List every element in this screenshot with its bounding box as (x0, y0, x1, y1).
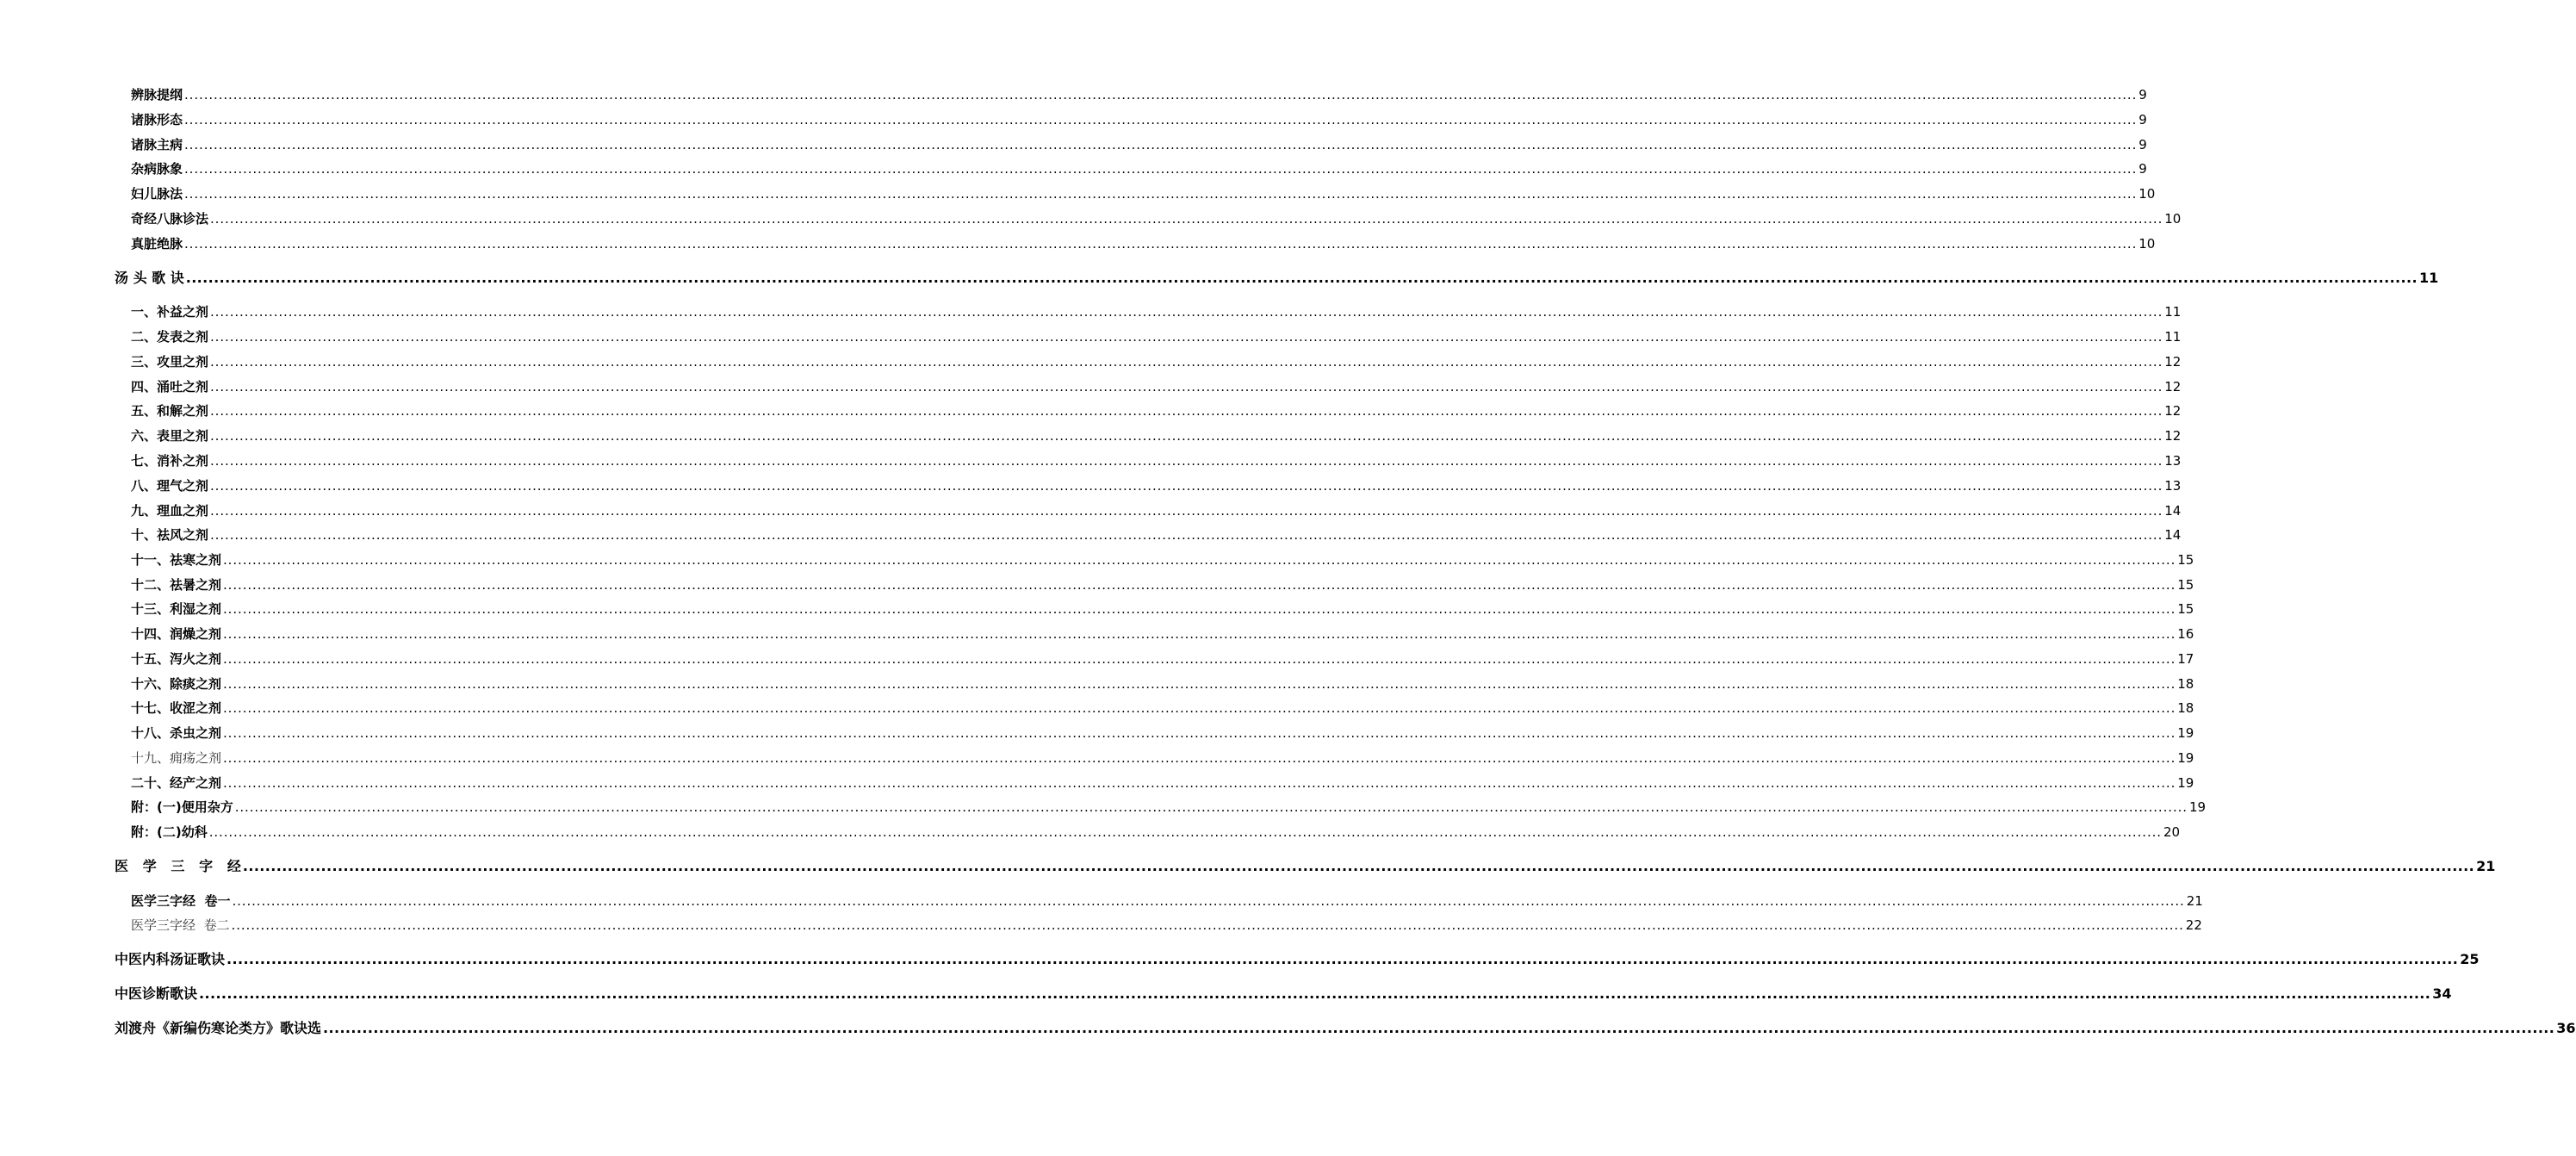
toc-entry[interactable] (131, 773, 2194, 793)
toc-leader-dots: ................................................................................................................................................................................................................................................................................................................................................................................................................ (208, 824, 2162, 840)
toc-entry[interactable] (131, 451, 2182, 471)
toc-entry[interactable] (131, 475, 2182, 496)
toc-entry-title: 二十、经产之剂 (131, 775, 222, 791)
toc-entry[interactable] (115, 1018, 2576, 1039)
toc-entry[interactable] (115, 949, 2480, 970)
toc-entry-title: 十八、杀虫之剂 (131, 725, 222, 741)
toc-entry[interactable] (131, 183, 2156, 204)
toc-entry-title: 三、攻里之剂 (131, 354, 209, 370)
toc-entry-page-number: 9 (2138, 137, 2147, 152)
toc-leader-dots: ................................................................................................................................................................................................................................................................................................................................................................................................................ (210, 527, 2163, 543)
toc-entry-title: 汤 头 歌 诀 (115, 270, 184, 286)
toc-leader-dots: ................................................................................................................................................................................................................................................................................................................................................................................................................ (232, 893, 2185, 909)
toc-entry-page-number: 11 (2418, 270, 2439, 286)
toc-entry[interactable] (131, 624, 2194, 644)
toc-leader-dots: ................................................................................................................................................................................................................................................................................................................................................................................................................ (223, 676, 2176, 692)
toc-entry-page-number: 18 (2177, 676, 2194, 692)
toc-leader-dots: ................................................................................................................................................................................................................................................................................................................................................................................................................ (210, 428, 2163, 444)
toc-entry[interactable] (131, 84, 2147, 105)
toc-entry-title: 十、祛风之剂 (131, 527, 209, 543)
toc-entry-title: 四、涌吐之剂 (131, 379, 209, 395)
toc-entry[interactable] (131, 891, 2203, 911)
toc-entry[interactable] (131, 599, 2194, 619)
toc-entry-title: 十四、润燥之剂 (131, 626, 222, 642)
toc-leader-dots: ................................................................................................................................................................................................................................................................................................................................................................................................................ (210, 503, 2163, 519)
toc-entry[interactable] (131, 723, 2194, 743)
toc-entry-title: 十三、利湿之剂 (131, 601, 222, 617)
toc-entry-title: 七、消补之剂 (131, 453, 209, 469)
toc-entry-page-number: 12 (2164, 354, 2182, 370)
toc-entry[interactable] (131, 301, 2182, 322)
toc-entry-page-number: 10 (2138, 236, 2156, 252)
toc-leader-dots: ................................................................................................................................................................................................................................................................................................................................................................................................................ (210, 453, 2163, 469)
toc-leader-dots: ................................................................................................................................................................................................................................................................................................................................................................................................................ (242, 858, 2475, 874)
toc-entry[interactable] (131, 134, 2147, 155)
toc-entry-page-number: 18 (2177, 700, 2194, 716)
toc-leader-dots: ................................................................................................................................................................................................................................................................................................................................................................................................................ (210, 478, 2163, 494)
toc-entry-page-number: 15 (2177, 552, 2194, 568)
toc-entry[interactable] (131, 649, 2194, 669)
toc-entry-title: 诸脉形态 (131, 112, 183, 127)
toc-entry-page-number: 19 (2177, 775, 2194, 791)
toc-leader-dots: ................................................................................................................................................................................................................................................................................................................................................................................................................ (210, 211, 2163, 227)
toc-leader-dots: ................................................................................................................................................................................................................................................................................................................................................................................................................ (184, 112, 2138, 127)
toc-entry[interactable] (131, 376, 2182, 397)
toc-entry-page-number: 10 (2138, 186, 2156, 202)
toc-entry-page-number: 15 (2177, 577, 2194, 593)
toc-entry-page-number: 9 (2138, 161, 2147, 177)
toc-entry-page-number: 19 (2177, 725, 2194, 741)
toc-entry-page-number: 19 (2188, 799, 2207, 815)
toc-entry-title: 十九、痈疡之剂 (131, 750, 222, 766)
toc-entry-title: 十七、收涩之剂 (131, 700, 222, 716)
toc-leader-dots: ................................................................................................................................................................................................................................................................................................................................................................................................................ (184, 161, 2138, 177)
toc-leader-dots: ................................................................................................................................................................................................................................................................................................................................................................................................................ (223, 651, 2176, 667)
toc-entry-title: 附：(二)幼科 (131, 824, 208, 840)
toc-entry-title: 诸脉主病 (131, 137, 183, 152)
toc-entry[interactable] (131, 351, 2182, 372)
toc-entry-page-number: 12 (2164, 379, 2182, 395)
toc-entry-page-number: 9 (2138, 112, 2147, 127)
toc-entry-page-number: 19 (2177, 750, 2194, 766)
toc-entry-title: 真脏绝脉 (131, 236, 183, 252)
toc-entry-title: 医学三字经 卷二 (131, 917, 230, 933)
toc-entry[interactable] (115, 856, 2496, 877)
toc-leader-dots: ................................................................................................................................................................................................................................................................................................................................................................................................................ (184, 186, 2138, 202)
toc-entry-title: 八、理气之剂 (131, 478, 209, 494)
toc-entry[interactable] (131, 698, 2194, 718)
toc-entry[interactable] (131, 326, 2182, 347)
toc-entry-page-number: 13 (2164, 478, 2182, 494)
toc-leader-dots: ................................................................................................................................................................................................................................................................................................................................................................................................................ (184, 87, 2138, 103)
toc-entry[interactable] (131, 915, 2202, 935)
toc-entry-title: 医 学 三 字 经 (115, 858, 241, 874)
toc-leader-dots: ................................................................................................................................................................................................................................................................................................................................................................................................................ (227, 951, 2459, 967)
toc-entry[interactable] (131, 426, 2182, 446)
toc-entry-page-number: 25 (2460, 951, 2480, 967)
toc-entry[interactable] (131, 525, 2182, 545)
toc-leader-dots: ................................................................................................................................................................................................................................................................................................................................................................................................................ (184, 236, 2138, 252)
toc-entry[interactable] (131, 797, 2207, 817)
toc-entry-page-number: 17 (2177, 651, 2194, 667)
toc-leader-dots: ................................................................................................................................................................................................................................................................................................................................................................................................................ (223, 552, 2176, 568)
toc-entry-title: 刘渡舟《新编伤寒论类方》歌诀选 (115, 1020, 322, 1036)
toc-entry-title: 六、表里之剂 (131, 428, 209, 444)
toc-leader-dots: ................................................................................................................................................................................................................................................................................................................................................................................................................ (210, 379, 2163, 395)
toc-leader-dots: ................................................................................................................................................................................................................................................................................................................................................................................................................ (185, 270, 2418, 286)
toc-leader-dots: ................................................................................................................................................................................................................................................................................................................................................................................................................ (223, 725, 2176, 741)
toc-entry-page-number: 15 (2177, 601, 2194, 617)
toc-entry-title: 九、理血之剂 (131, 503, 209, 519)
toc-entry-title: 杂病脉象 (131, 161, 183, 177)
toc-entry[interactable] (131, 748, 2194, 768)
toc-entry[interactable] (131, 208, 2182, 229)
toc-leader-dots: ................................................................................................................................................................................................................................................................................................................................................................................................................ (223, 750, 2176, 766)
toc-entry-title: 十六、除痰之剂 (131, 676, 222, 692)
toc-entry-page-number: 13 (2164, 453, 2182, 469)
toc-entry[interactable] (131, 500, 2182, 521)
toc-entry-title: 辨脉提纲 (131, 87, 183, 103)
toc-entry-page-number: 21 (2476, 858, 2496, 874)
toc-entry[interactable] (131, 674, 2194, 694)
toc-entry-page-number: 9 (2138, 87, 2147, 103)
toc-entry[interactable] (131, 822, 2181, 842)
toc-entry-title: 二、发表之剂 (131, 329, 209, 345)
toc-entry-page-number: 21 (2186, 893, 2203, 909)
toc-entry-page-number: 11 (2164, 304, 2182, 320)
toc-leader-dots: ................................................................................................................................................................................................................................................................................................................................................................................................................ (184, 137, 2138, 152)
toc-entry-title: 奇经八脉诊法 (131, 211, 209, 227)
toc-entry-page-number: 14 (2164, 503, 2182, 519)
toc-entry-title: 中医诊断歌诀 (115, 985, 198, 1002)
toc-entry-title: 中医内科汤证歌诀 (115, 951, 226, 967)
toc-entry[interactable] (131, 550, 2194, 570)
toc-leader-dots: ................................................................................................................................................................................................................................................................................................................................................................................................................ (223, 577, 2176, 593)
toc-entry[interactable] (115, 984, 2452, 1004)
toc-entry-page-number: 22 (2185, 917, 2202, 933)
toc-entry[interactable] (131, 401, 2182, 421)
toc-leader-dots: ................................................................................................................................................................................................................................................................................................................................................................................................................ (234, 799, 2188, 815)
toc-entry-title: 一、补益之剂 (131, 304, 209, 320)
toc-entry[interactable] (131, 158, 2147, 179)
toc-leader-dots: ................................................................................................................................................................................................................................................................................................................................................................................................................ (210, 354, 2163, 370)
toc-leader-dots: ................................................................................................................................................................................................................................................................................................................................................................................................................ (223, 601, 2176, 617)
toc-entry-page-number: 36 (2556, 1020, 2576, 1036)
toc-entry-page-number: 11 (2164, 329, 2182, 345)
toc-entry-page-number: 12 (2164, 428, 2182, 444)
toc-entry-page-number: 12 (2164, 403, 2182, 419)
toc-entry-title: 五、和解之剂 (131, 403, 209, 419)
toc-entry-page-number: 16 (2177, 626, 2194, 642)
toc-entry-title: 十二、祛暑之剂 (131, 577, 222, 593)
toc-leader-dots: ................................................................................................................................................................................................................................................................................................................................................................................................................ (210, 403, 2163, 419)
toc-leader-dots: ................................................................................................................................................................................................................................................................................................................................................................................................................ (223, 775, 2176, 791)
toc-entry-title: 十五、泻火之剂 (131, 651, 222, 667)
toc-entry-page-number: 34 (2432, 985, 2452, 1002)
toc-leader-dots: ................................................................................................................................................................................................................................................................................................................................................................................................................ (210, 304, 2163, 320)
toc-entry-page-number: 14 (2164, 527, 2182, 543)
toc-entry-title: 附：(一)便用杂方 (131, 799, 233, 815)
toc-entry[interactable] (131, 233, 2156, 254)
toc-leader-dots: ................................................................................................................................................................................................................................................................................................................................................................................................................ (199, 985, 2431, 1002)
toc-leader-dots: ................................................................................................................................................................................................................................................................................................................................................................................................................ (231, 917, 2184, 933)
toc-leader-dots: ................................................................................................................................................................................................................................................................................................................................................................................................................ (223, 700, 2176, 716)
toc-leader-dots: ................................................................................................................................................................................................................................................................................................................................................................................................................ (210, 329, 2163, 345)
toc-entry[interactable] (131, 109, 2147, 130)
toc-entry-page-number: 10 (2164, 211, 2182, 227)
toc-entry-title: 十一、祛寒之剂 (131, 552, 222, 568)
toc-entry[interactable] (131, 575, 2194, 595)
toc-entry-title: 妇儿脉法 (131, 186, 183, 202)
toc-entry-title: 医学三字经 卷一 (131, 893, 231, 909)
toc-entry-page-number: 20 (2163, 824, 2181, 840)
toc-leader-dots: ................................................................................................................................................................................................................................................................................................................................................................................................................ (223, 626, 2176, 642)
toc-entry[interactable] (115, 268, 2439, 289)
toc-leader-dots: ................................................................................................................................................................................................................................................................................................................................................................................................................ (323, 1020, 2555, 1036)
